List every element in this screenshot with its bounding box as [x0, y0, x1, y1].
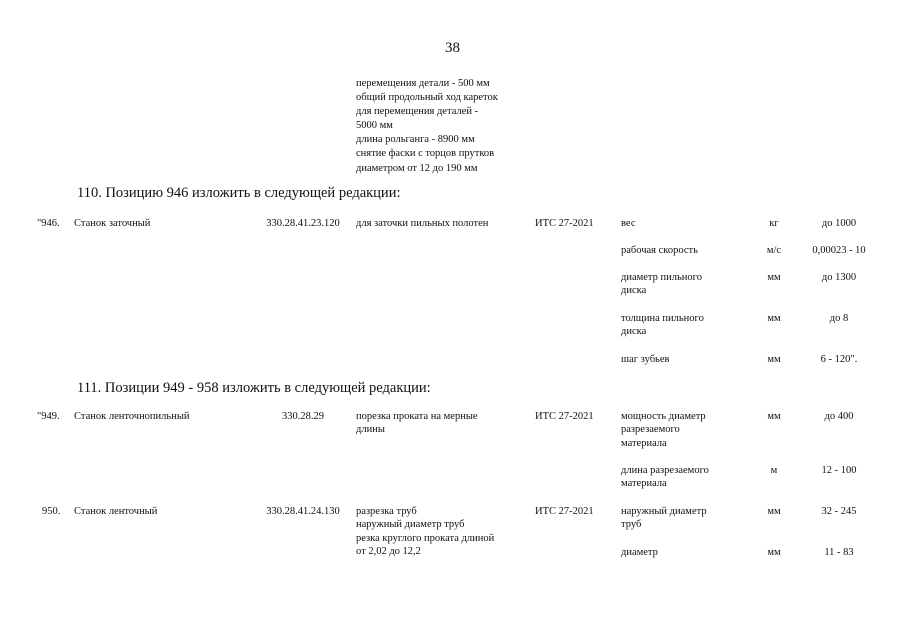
- page-number: 38: [445, 40, 460, 56]
- equipment-description: порезка проката на мерные длины: [356, 411, 478, 436]
- continuation-line: диаметром от 12 до 190 мм: [356, 162, 478, 174]
- param-unit: мм: [767, 547, 781, 558]
- param-unit: мм: [767, 506, 781, 517]
- param-unit: кг: [769, 218, 779, 229]
- param-name: шаг зубьев: [621, 354, 670, 365]
- row-number: "946.: [37, 218, 60, 229]
- param-value: 6 - 120".: [820, 354, 858, 365]
- param-name: рабочая скорость: [621, 245, 698, 256]
- equipment-name: Станок ленточнопильный: [74, 411, 190, 422]
- continuation-line: для перемещения деталей -: [356, 106, 479, 118]
- param-value: до 1000: [821, 218, 857, 229]
- okpd-code: 330.28.41.24.130: [266, 506, 340, 517]
- param-unit: м: [770, 465, 778, 476]
- okpd-code: 330.28.41.23.120: [266, 218, 340, 229]
- continuation-line: общий продольный ход кареток: [356, 92, 498, 104]
- continuation-line: снятие фаски с торцов прутков: [356, 148, 495, 160]
- equipment-name: Станок заточный: [74, 218, 151, 229]
- param-unit: мм: [767, 313, 781, 324]
- section-heading-110: 110. Позицию 946 изложить в следующей редакции:: [77, 185, 401, 201]
- param-value: 32 - 245: [821, 506, 857, 517]
- okpd-code: 330.28.29: [282, 411, 324, 422]
- standard-reference: ИТС 27-2021: [535, 218, 594, 229]
- param-value: до 8: [829, 313, 849, 324]
- standard-reference: ИТС 27-2021: [535, 506, 594, 517]
- param-name: длина разрезаемого материала: [621, 465, 709, 490]
- param-unit: мм: [767, 411, 781, 422]
- section-heading-111: 111. Позиции 949 - 958 изложить в следующей редакции:: [77, 380, 431, 396]
- param-unit: мм: [767, 272, 781, 283]
- standard-reference: ИТС 27-2021: [535, 411, 594, 422]
- param-name: толщина пильного диска: [621, 313, 704, 338]
- param-value: 12 - 100: [821, 465, 857, 476]
- param-name: диаметр: [621, 547, 658, 558]
- param-value: до 1300: [821, 272, 857, 283]
- equipment-name: Станок ленточный: [74, 506, 158, 517]
- continuation-line: 5000 мм: [356, 120, 393, 132]
- param-name: мощность диаметр разрезаемого материала: [621, 411, 706, 449]
- param-value: 11 - 83: [824, 547, 854, 558]
- param-name: наружный диаметр труб: [621, 506, 707, 531]
- equipment-description: разрезка труб наружный диаметр труб резка круглого проката длиной от 2,02 до 12,2: [356, 506, 495, 558]
- continuation-line: перемещения детали - 500 мм: [356, 78, 490, 89]
- param-unit: м/с: [766, 245, 782, 256]
- equipment-description: для заточки пильных полотен: [356, 218, 489, 229]
- param-value: до 400: [824, 411, 854, 422]
- param-unit: мм: [767, 354, 781, 365]
- row-number: "949.: [37, 411, 60, 422]
- row-number: 950.: [42, 506, 61, 517]
- param-value: 0,00023 - 10: [812, 245, 866, 256]
- param-name: вес: [621, 218, 636, 229]
- continuation-description: [356, 77, 498, 176]
- param-name: диаметр пильного диска: [621, 272, 702, 297]
- continuation-line: длина рольганга - 8900 мм: [356, 134, 475, 146]
